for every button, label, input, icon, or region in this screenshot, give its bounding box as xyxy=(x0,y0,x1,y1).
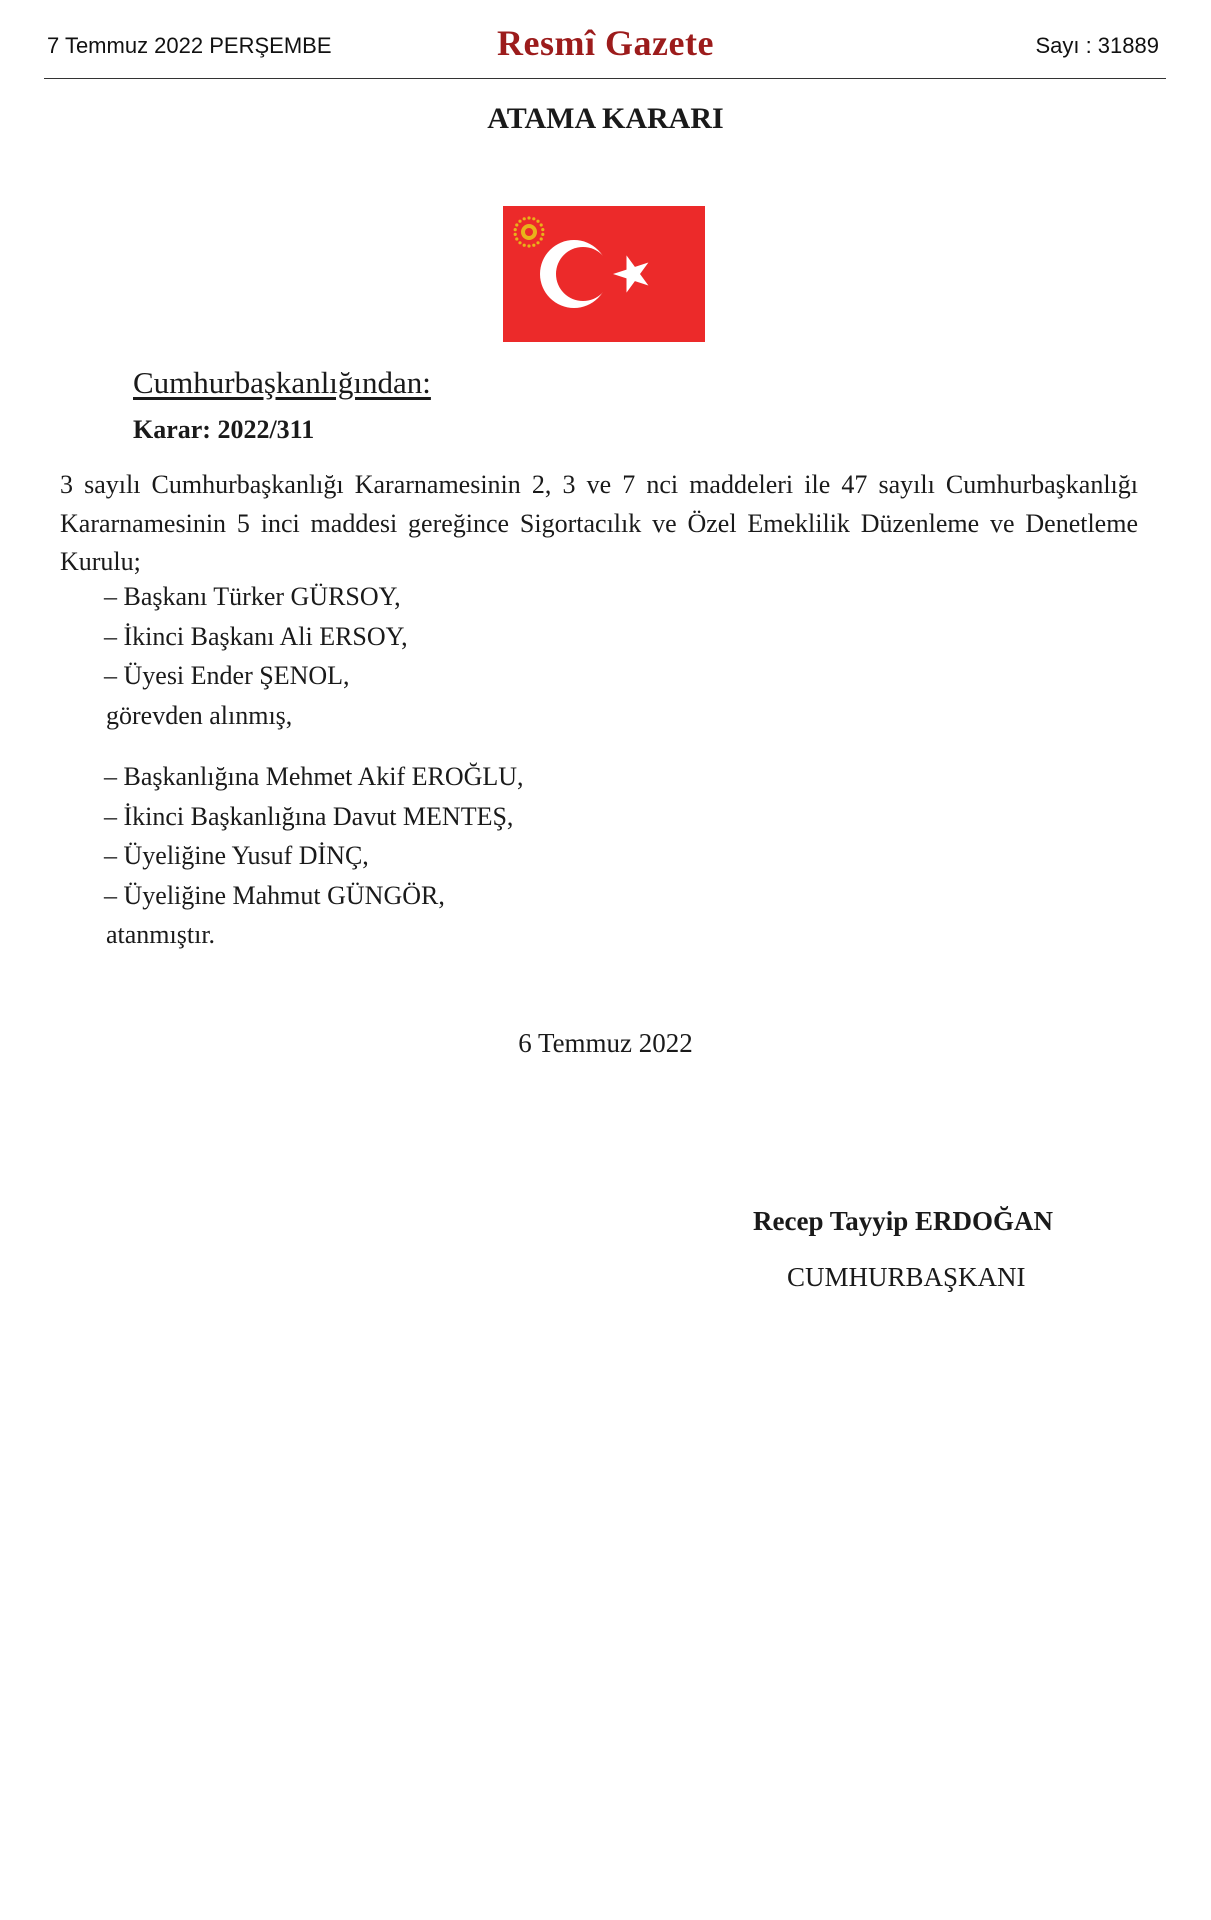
dismissed-closing: görevden alınmış, xyxy=(106,700,293,730)
list-item: – Üyeliğine Yusuf DİNÇ, xyxy=(104,841,369,870)
signatory-name: Recep Tayyip ERDOĞAN xyxy=(753,1206,1054,1236)
decision-number: Karar: 2022/311 xyxy=(133,415,315,444)
appointed-list xyxy=(104,757,524,955)
document-title: ATAMA KARARI xyxy=(487,102,724,135)
turkish-flag-icon xyxy=(503,206,705,342)
dismissed-list xyxy=(104,577,408,735)
appointed-closing: atanmıştır. xyxy=(106,920,216,949)
issue-number: Sayı : 31889 xyxy=(1035,33,1159,58)
header-date: 7 Temmuz 2022 PERŞEMBE xyxy=(47,33,332,58)
signatory-title: CUMHURBAŞKANI xyxy=(787,1262,1026,1292)
decision-intro-paragraph: 3 sayılı Cumhurbaşkanlığı Kararnamesinin 2, 3 ve 7 nci maddeleri ile 47 sayılı Cumhurbaşkanlığı Kararnamesinin 5 inci maddesi gereğince Sigortacılık ve Özel Emeklilik Düzenleme ve Denetleme Kurulu; xyxy=(60,470,1138,576)
masthead-title: Resmî Gazete xyxy=(497,23,714,63)
list-item: – Başkanlığına Mehmet Akif EROĞLU, xyxy=(104,762,524,791)
list-item: – Üyeliğine Mahmut GÜNGÖR, xyxy=(104,880,445,910)
list-item: – Üyesi Ender ŞENOL, xyxy=(104,661,350,690)
issuing-institution: Cumhurbaşkanlığından: xyxy=(133,365,431,400)
list-item: – İkinci Başkanı Ali ERSOY, xyxy=(104,621,408,651)
header-divider xyxy=(44,78,1166,79)
decision-date: 6 Temmuz 2022 xyxy=(518,1028,693,1058)
list-item: – İkinci Başkanlığına Davut MENTEŞ, xyxy=(104,801,514,831)
list-item: – Başkanı Türker GÜRSOY, xyxy=(104,582,401,611)
